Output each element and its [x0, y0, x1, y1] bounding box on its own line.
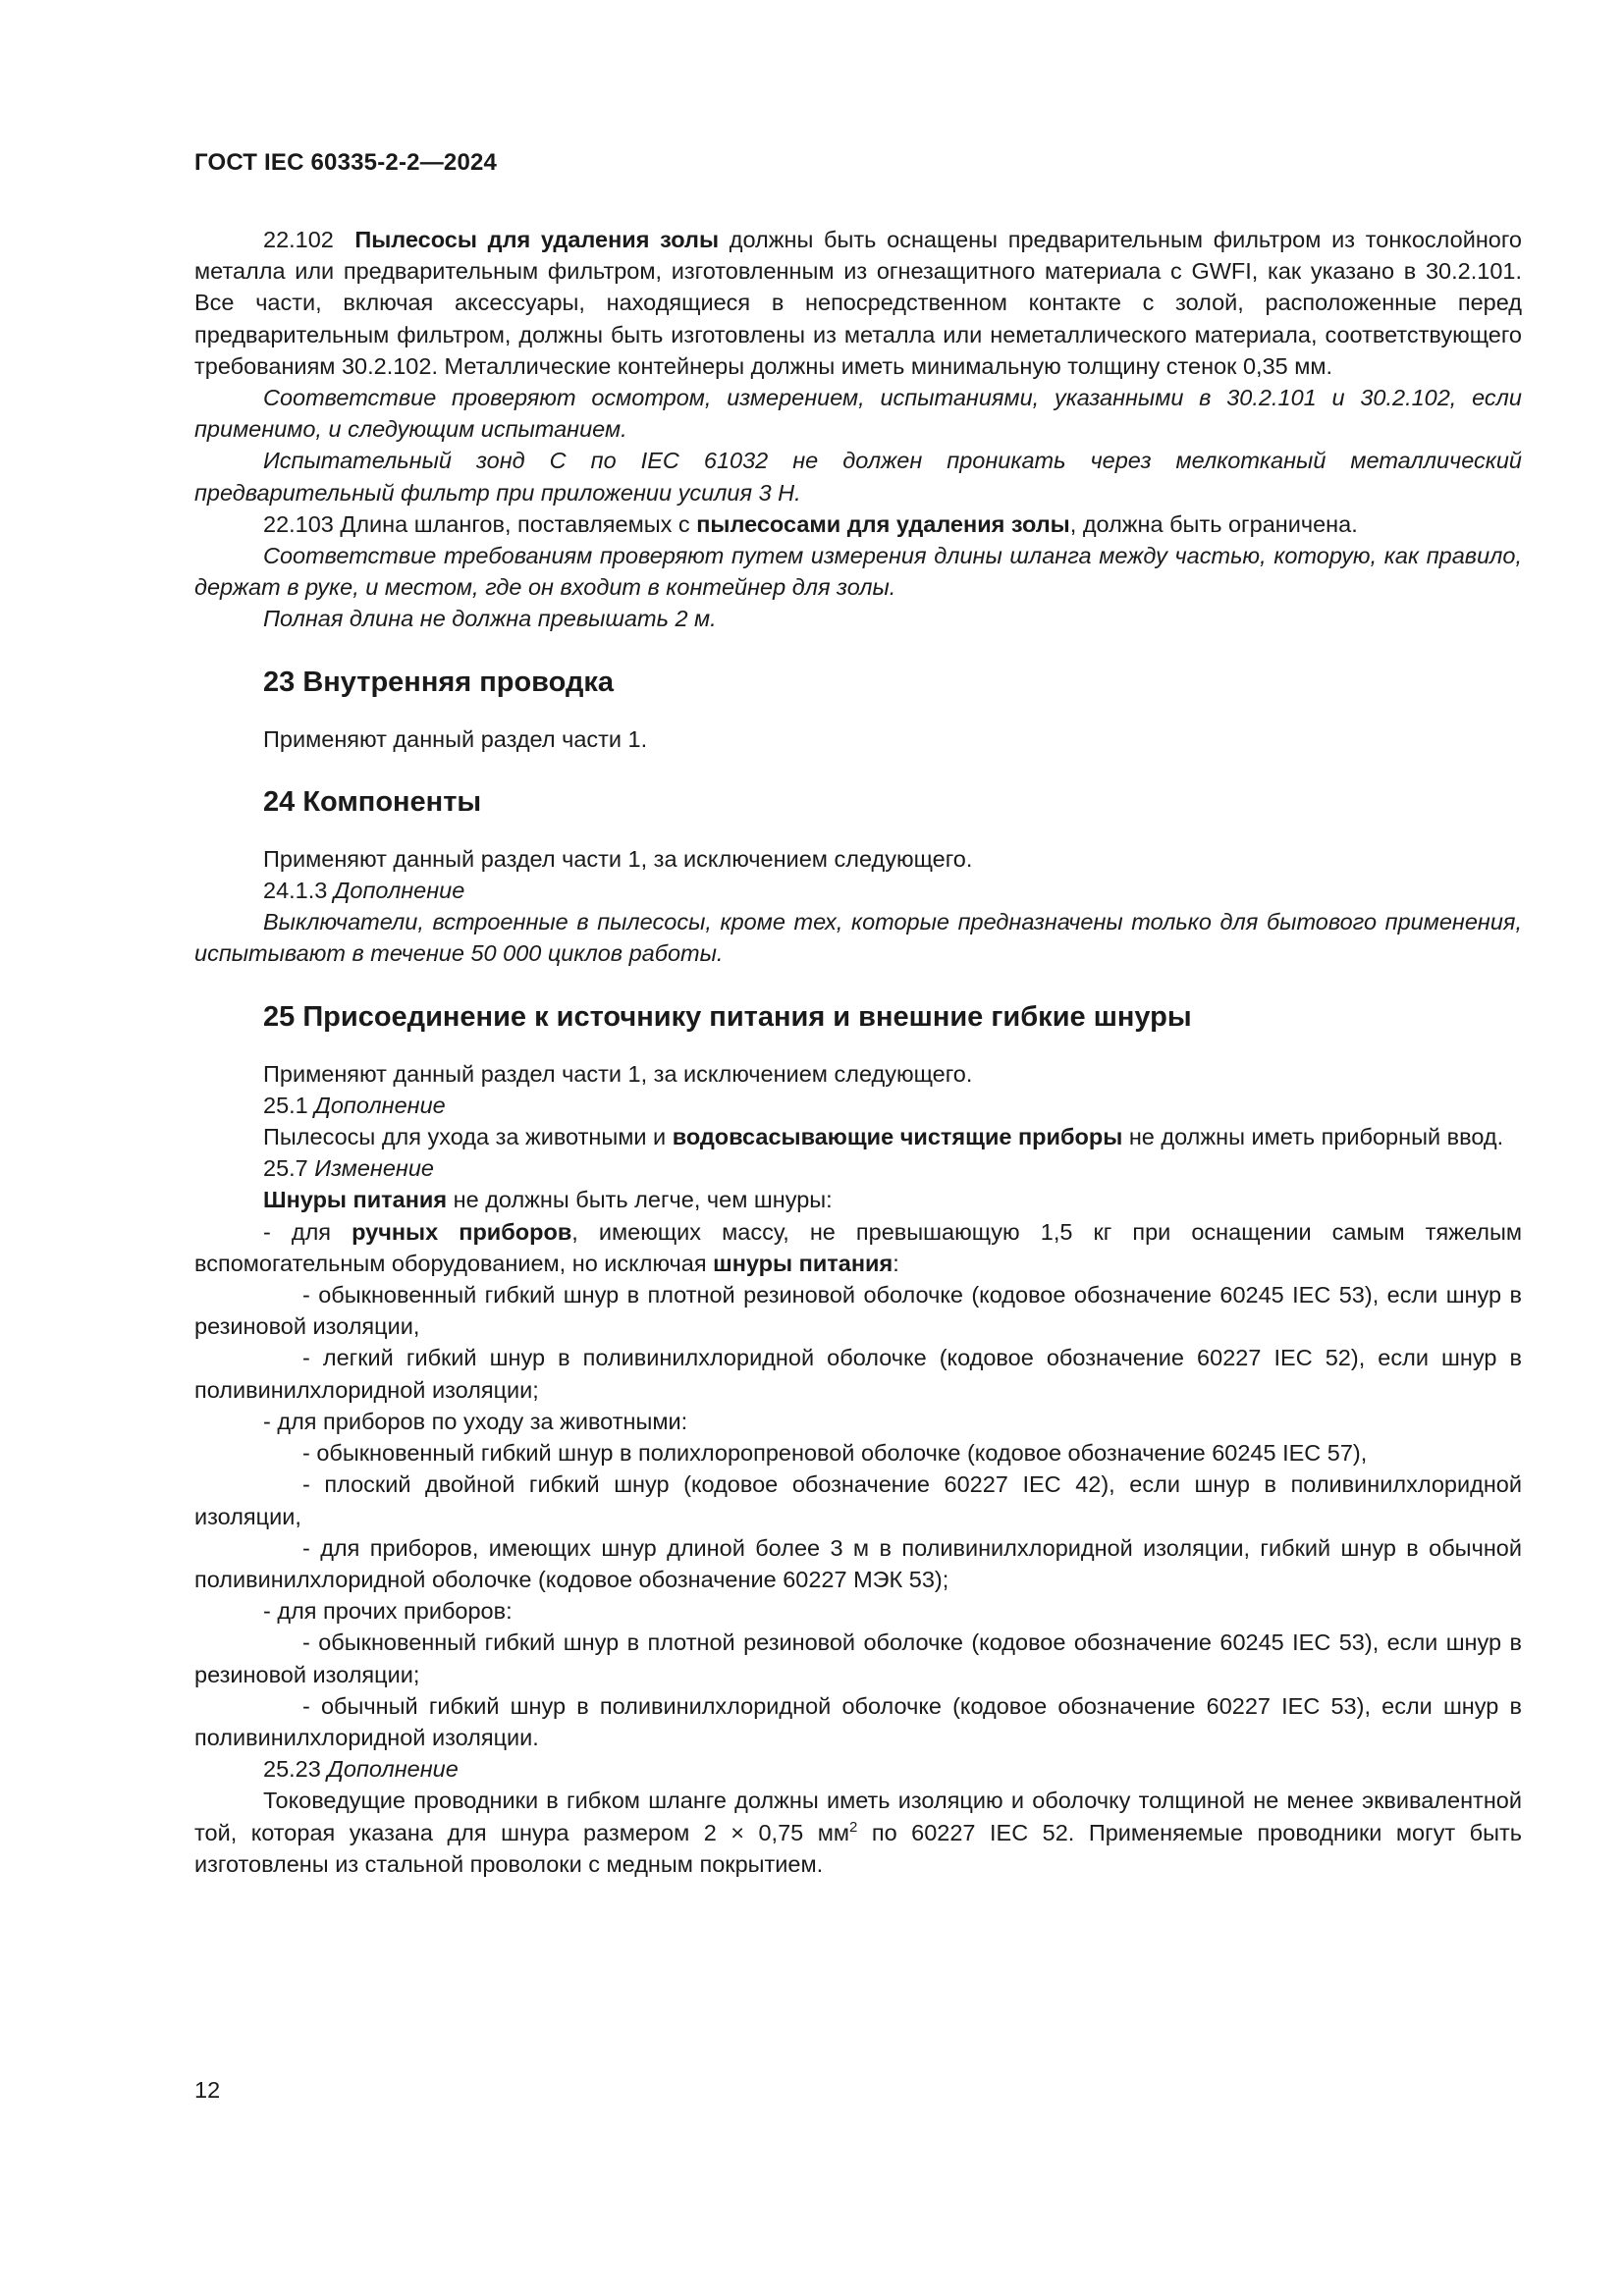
- subclause-label: 25.1 Дополнение: [263, 1092, 446, 1118]
- clause-number: 22.103: [263, 510, 334, 537]
- compliance-check: Испытательный зонд С по IEC 61032 не должен проникать через мелкотканый металлический предварительный фильтр при приложении усилия 3 Н.: [194, 448, 1522, 506]
- page-number: 12: [194, 2077, 221, 2103]
- subclause-label: 24.1.3 Дополнение: [263, 878, 465, 904]
- subclause-label: 25.23 Дополнение: [263, 1756, 459, 1783]
- list-subitem: - обыкновенный гибкий шнур в полихлоропреновой оболочке (кодовое обозначение 60245 IEC 57),: [302, 1440, 1368, 1467]
- document-body: [194, 224, 1522, 1880]
- paragraph-25-7: Шнуры питания не должны быть легче, чем шнуры:: [263, 1187, 833, 1213]
- compliance-check: Полная длина не должна превышать 2 м.: [263, 606, 717, 632]
- section-text: Применяют данный раздел части 1.: [263, 725, 648, 752]
- list-subitem: - плоский двойной гибкий шнур (кодовое обозначение 60227 IEC 42), если шнур в поливинилхлоридной изоляции,: [194, 1471, 1522, 1529]
- list-subitem: - обычный гибкий шнур в поливинилхлоридной оболочке (кодовое обозначение 60227 IEC 53), если шнур в поливинилхлоридной изоляции.: [194, 1692, 1522, 1750]
- compliance-check: Соответствие проверяют осмотром, измерением, испытаниями, указанными в 30.2.101 и 30.2.102, если применимо, и следующим испытанием.: [194, 385, 1522, 443]
- defined-term: ручных приборов: [352, 1218, 572, 1245]
- defined-term: пылесосами для удаления золы: [696, 510, 1070, 537]
- paragraph-22-102: [194, 224, 1522, 382]
- paragraph-text: должны быть оснащены предварительным фильтром из тонкослойного металла или предварительным фильтром, изготовленным из огнезащитного материала с GWFI, как указано в 30.2.101. Все части, включая аксессуары, находящиеся в непосредственном контакте с золой, расположенные перед предварительным фильтром, должны быть изготовлены из металла или неметаллического материала, соответствующего требованиям 30.2.102. Металлические контейнеры должны иметь минимальную толщину стенок 0,35 мм.: [194, 227, 1523, 379]
- list-subitem: - легкий гибкий шнур в поливинилхлоридной оболочке (кодовое обозначение 60227 IEC 52), если шнур в поливинилхлоридной изоляции;: [194, 1345, 1522, 1403]
- list-subitem: - обыкновенный гибкий шнур в плотной резиновой оболочке (кодовое обозначение 60245 IEC 53), если шнур в резиновой изоляции;: [194, 1629, 1522, 1687]
- subclause-text: Выключатели, встроенные в пылесосы, кроме тех, которые предназначены только для бытового применения, испытывают в течение 50 000 циклов работы.: [194, 909, 1522, 967]
- section-heading-23: 23 Внутренняя проводка: [263, 666, 615, 698]
- defined-term: Пылесосы для удаления золы: [354, 227, 720, 252]
- list-item: - для приборов по уходу за животными:: [263, 1408, 688, 1434]
- section-heading-25: 25 Присоединение к источнику питания и внешние гибкие шнуры: [263, 1000, 1192, 1033]
- defined-term: шнуры питания: [713, 1250, 893, 1276]
- defined-term: водовсасывающие чистящие приборы: [672, 1124, 1123, 1150]
- paragraph-25-1: Пылесосы для ухода за животными и водовсасывающие чистящие приборы не должны иметь приборный ввод.: [263, 1124, 1504, 1150]
- subclause-label: 25.7 Изменение: [263, 1155, 435, 1182]
- compliance-check: Соответствие требованиям проверяют путем измерения длины шланга между частью, которую, как правило, держат в руке, и местом, где он входит в контейнер для золы.: [194, 543, 1522, 601]
- document-header: ГОСТ IEC 60335-2-2—2024: [194, 149, 498, 176]
- clause-number: 22.102: [263, 227, 334, 252]
- list-item: - для прочих приборов:: [263, 1598, 513, 1625]
- section-text: Применяют данный раздел части 1, за исключением следующего.: [263, 1060, 973, 1087]
- list-item: - для ручных приборов, имеющих массу, не превышающую 1,5 кг при оснащении самым тяжелым вспомогательным оборудованием, но исключая шнуры питания:: [194, 1218, 1522, 1276]
- defined-term: Шнуры питания: [263, 1187, 448, 1213]
- paragraph-25-23: Токоведущие проводники в гибком шланге должны иметь изоляцию и оболочку толщиной не менее эквивалентной той, которая указана для шнура размером 2 × 0,75 $мм^2$ по 60227 IEC 52. Применяемые проводники могут быть изготовлены из стальной проволоки с медным покрытием.: [194, 1788, 1523, 1877]
- paragraph-22-103: 22.103 Длина шлангов, поставляемых с пылесосами для удаления золы, должна быть ограничена.: [263, 510, 1358, 537]
- section-text: Применяют данный раздел части 1, за исключением следующего.: [263, 845, 973, 872]
- section-heading-24: 24 Компоненты: [263, 785, 482, 818]
- list-subitem: - обыкновенный гибкий шнур в плотной резиновой оболочке (кодовое обозначение 60245 IEC 53), если шнур в резиновой изоляции,: [194, 1282, 1522, 1340]
- superscript: 2: [849, 1818, 858, 1836]
- list-subitem: - для приборов, имеющих шнур длиной более 3 м в поливинилхлоридной изоляции, гибкий шнур в обычной поливинилхлоридной оболочке (кодовое обозначение 60227 МЭК 53);: [194, 1534, 1522, 1592]
